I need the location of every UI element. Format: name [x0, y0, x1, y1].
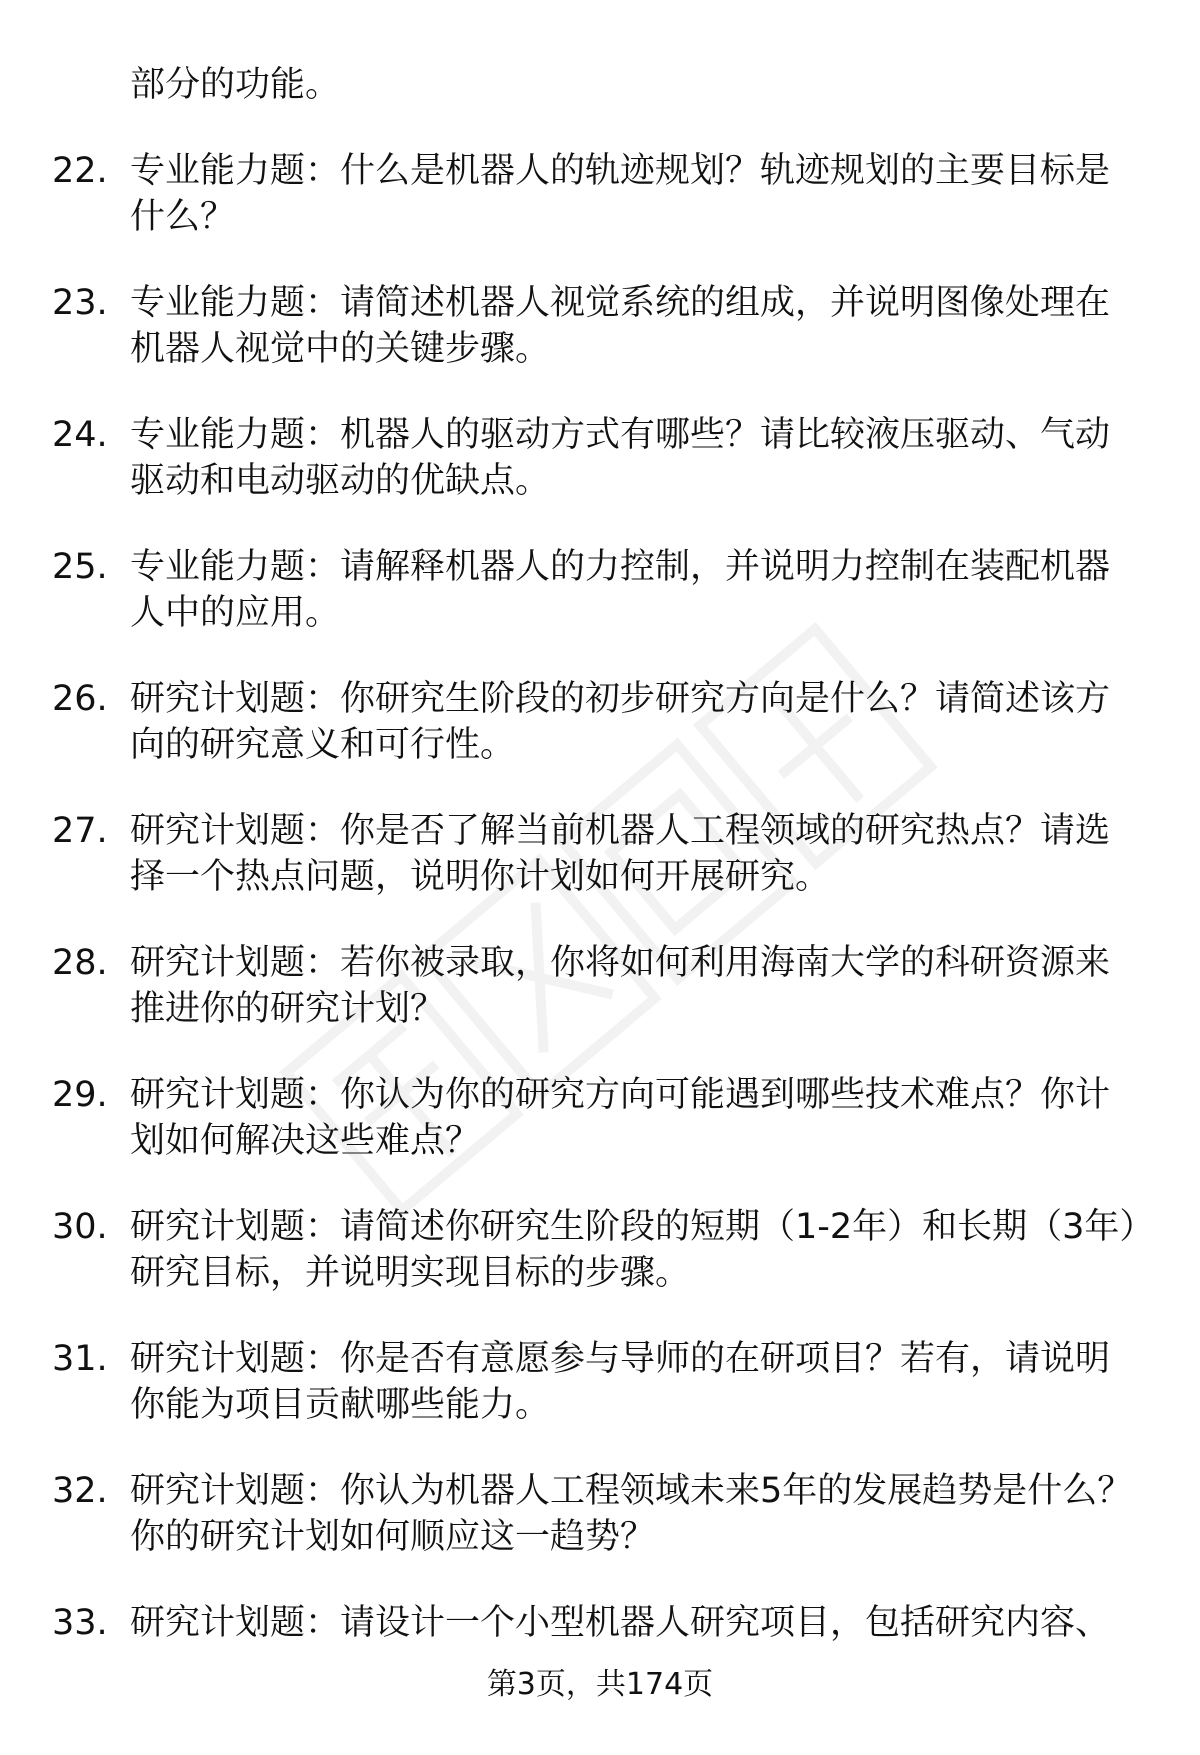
- question-text: 研究计划题：请简述你研究生阶段的短期（1-2年）和长期（3年）研究目标，并说明实现目标的步骤。: [130, 1207, 1137, 1293]
- question-item: [0, 940, 1200, 1072]
- question-item: [0, 280, 1200, 412]
- question-number: 27.: [52, 811, 108, 851]
- question-text: 专业能力题：机器人的驱动方式有哪些？请比较液压驱动、气动驱动和电动驱动的优缺点。: [130, 415, 1111, 501]
- question-text: 研究计划题：你是否了解当前机器人工程领域的研究热点？请选择一个热点问题，说明你计划如何开展研究。: [130, 811, 1111, 897]
- page-footer: 第3页，共174页: [486, 1667, 714, 1702]
- question-number: 22.: [52, 151, 108, 191]
- question-number: 31.: [52, 1339, 108, 1379]
- question-number: 26.: [52, 679, 108, 719]
- question-item: [0, 1336, 1200, 1468]
- question-text: 专业能力题：请简述机器人视觉系统的组成，并说明图像处理在机器人视觉中的关键步骤。: [130, 283, 1111, 369]
- question-text: 研究计划题：你认为机器人工程领域未来5年的发展趋势是什么？你的研究计划如何顺应这一趋势？: [130, 1471, 1133, 1557]
- question-number: 30.: [52, 1207, 108, 1247]
- question-number: 25.: [52, 547, 108, 587]
- question-item: [0, 1468, 1200, 1600]
- question-text: 专业能力题：什么是机器人的轨迹规划？轨迹规划的主要目标是什么？: [130, 151, 1111, 237]
- question-number: 28.: [52, 943, 108, 983]
- question-number: 29.: [52, 1075, 108, 1115]
- question-item: [0, 544, 1200, 676]
- question-item: [0, 412, 1200, 544]
- question-text: 研究计划题：你是否有意愿参与导师的在研项目？若有，请说明你能为项目贡献哪些能力。: [130, 1339, 1111, 1425]
- question-number: 24.: [52, 415, 108, 455]
- question-item: [0, 1204, 1200, 1336]
- question-text: 专业能力题：请解释机器人的力控制，并说明力控制在装配机器人中的应用。: [130, 547, 1111, 633]
- question-text: 研究计划题：你研究生阶段的初步研究方向是什么？请简述该方向的研究意义和可行性。: [130, 679, 1111, 765]
- question-number: 32.: [52, 1471, 108, 1511]
- question-number: 23.: [52, 283, 108, 323]
- question-number: 33.: [52, 1603, 108, 1643]
- question-item: [0, 148, 1200, 280]
- question-item: [0, 808, 1200, 940]
- question-list: [0, 148, 1200, 1732]
- continuation-text: 部分的功能。: [130, 65, 341, 105]
- question-text: 研究计划题：你认为你的研究方向可能遇到哪些技术难点？你计划如何解决这些难点？: [130, 1075, 1111, 1161]
- question-text: 研究计划题：若你被录取，你将如何利用海南大学的科研资源来推进你的研究计划？: [130, 943, 1111, 1029]
- question-text: 研究计划题：请设计一个小型机器人研究项目，包括研究内容、: [130, 1603, 1111, 1643]
- question-item: [0, 1072, 1200, 1204]
- question-item: [0, 676, 1200, 808]
